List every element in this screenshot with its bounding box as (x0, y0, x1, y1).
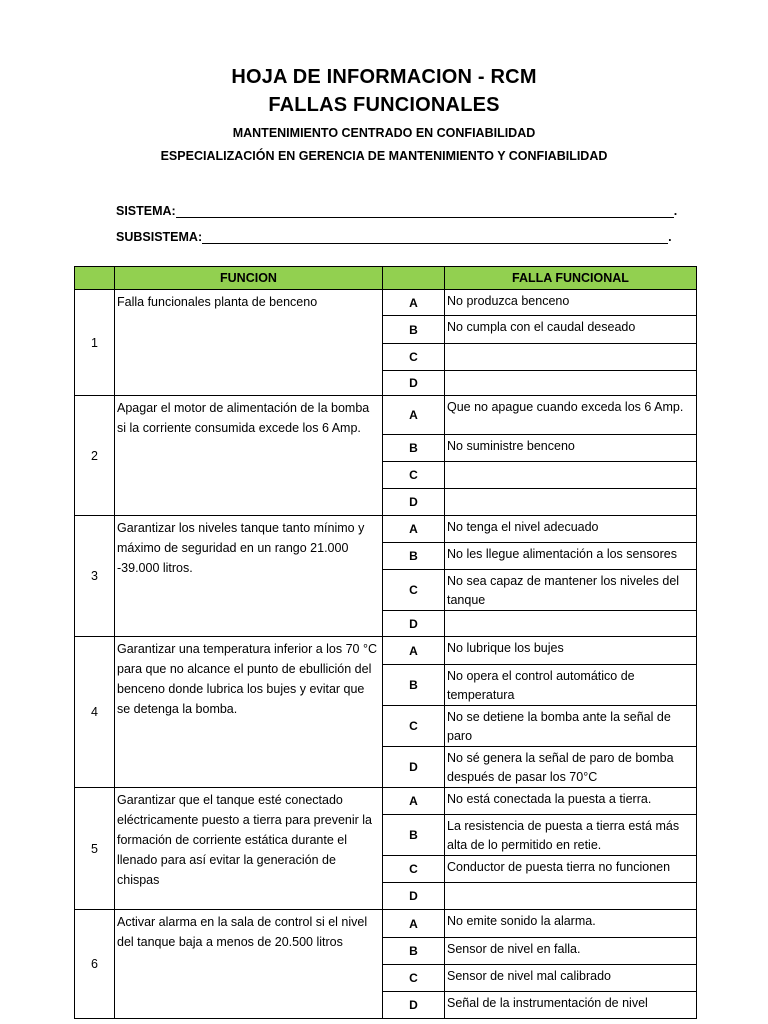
header-letter (383, 267, 445, 290)
failure-letter: A (383, 788, 445, 815)
functional-failure (445, 883, 697, 910)
subsistema-field (116, 229, 672, 244)
failure-letter: B (383, 665, 445, 706)
table-row (75, 290, 697, 316)
subsistema-label: SUBSISTEMA: (116, 230, 203, 244)
table-row (75, 788, 697, 815)
fallas-table (74, 266, 697, 1019)
failure-letter: A (383, 290, 445, 316)
failure-letter: C (383, 965, 445, 992)
failure-letter: A (383, 910, 445, 938)
functional-failure (445, 344, 697, 371)
function-number: 2 (75, 396, 115, 516)
table-row (75, 910, 697, 938)
functional-failure: Conductor de puesta tierra no funcionen (445, 856, 697, 883)
failure-letter: D (383, 611, 445, 637)
subsistema-terminator: . (668, 230, 672, 244)
sistema-terminator: . (673, 204, 678, 218)
function-description: Activar alarma en la sala de control si el nivel del tanque baja a menos de 20.500 litros (115, 910, 383, 1019)
functional-failure: No sé genera la señal de paro de bomba después de pasar los 70°C (445, 747, 697, 788)
functional-failure (445, 462, 697, 489)
functional-failure (445, 371, 697, 396)
function-description: Apagar el motor de alimentación de la bomba si la corriente consumida excede los 6 Amp. (115, 396, 383, 516)
functional-failure: Sensor de nivel mal calibrado (445, 965, 697, 992)
functional-failure: Que no apague cuando exceda los 6 Amp. (445, 396, 697, 435)
function-number: 4 (75, 637, 115, 788)
functional-failure: No sea capaz de mantener los niveles del tanque (445, 570, 697, 611)
table-row (75, 637, 697, 665)
function-description: Garantizar una temperatura inferior a los 70 °C para que no alcance el punto de ebullición del benceno donde lubrica los bujes y evitar que se detenga la bomba. (115, 637, 383, 788)
functional-failure: No se detiene la bomba ante la señal de paro (445, 706, 697, 747)
functional-failure: No les llegue alimentación a los sensores (445, 543, 697, 570)
function-description: Garantizar los niveles tanque tanto mínimo y máximo de seguridad en un rango 21.000 -39.000 litros. (115, 516, 383, 637)
failure-letter: B (383, 815, 445, 856)
program-line-1: MANTENIMIENTO CENTRADO EN CONFIABILIDAD (232, 126, 536, 140)
table-row (75, 396, 697, 435)
failure-letter: D (383, 371, 445, 396)
function-description: Garantizar que el tanque esté conectado eléctricamente puesto a tierra para prevenir la formación de corriente estática durante el llenado para así evitar la generación de chispas (115, 788, 383, 910)
functional-failure: No está conectada la puesta a tierra. (445, 788, 697, 815)
functional-failure: No emite sonido la alarma. (445, 910, 697, 938)
functional-failure: No opera el control automático de temperatura (445, 665, 697, 706)
failure-letter: C (383, 462, 445, 489)
sistema-label: SISTEMA: (116, 204, 176, 218)
header-funcion: FUNCION (115, 267, 383, 290)
failure-letter: C (383, 706, 445, 747)
functional-failure: No suministre benceno (445, 435, 697, 462)
failure-letter: D (383, 489, 445, 516)
failure-letter: B (383, 435, 445, 462)
subsistema-input-line[interactable] (202, 229, 668, 244)
table-header-row (75, 267, 697, 290)
failure-letter: D (383, 992, 445, 1019)
sistema-input-line[interactable] (176, 203, 674, 218)
functional-failure (445, 489, 697, 516)
failure-letter: A (383, 637, 445, 665)
failure-letter: B (383, 316, 445, 344)
table-row (75, 516, 697, 543)
sistema-field (116, 203, 677, 218)
header-number (75, 267, 115, 290)
document-subtitle: FALLAS FUNCIONALES (268, 94, 500, 116)
functional-failure: No tenga el nivel adecuado (445, 516, 697, 543)
function-number: 3 (75, 516, 115, 637)
functional-failure: No cumpla con el caudal deseado (445, 316, 697, 344)
failure-letter: C (383, 856, 445, 883)
failure-letter: B (383, 938, 445, 965)
function-number: 5 (75, 788, 115, 910)
functional-failure (445, 611, 697, 637)
failure-letter: A (383, 516, 445, 543)
function-description: Falla funcionales planta de benceno (115, 290, 383, 396)
failure-letter: B (383, 543, 445, 570)
functional-failure: No lubrique los bujes (445, 637, 697, 665)
function-number: 6 (75, 910, 115, 1019)
functional-failure: La resistencia de puesta a tierra está más alta de lo permitido en retie. (445, 815, 697, 856)
table-body (75, 290, 697, 1019)
functional-failure: Sensor de nivel en falla. (445, 938, 697, 965)
failure-letter: A (383, 396, 445, 435)
program-line-2: ESPECIALIZACIÓN EN GERENCIA DE MANTENIMIENTO Y CONFIABILIDAD (160, 149, 608, 163)
failure-letter: D (383, 747, 445, 788)
document-title: HOJA DE INFORMACION - RCM (231, 66, 537, 88)
failure-letter: D (383, 883, 445, 910)
function-number: 1 (75, 290, 115, 396)
failure-letter: C (383, 570, 445, 611)
failure-letter: C (383, 344, 445, 371)
functional-failure: Señal de la instrumentación de nivel (445, 992, 697, 1019)
header-falla-funcional: FALLA FUNCIONAL (445, 267, 697, 290)
functional-failure: No produzca benceno (445, 290, 697, 316)
